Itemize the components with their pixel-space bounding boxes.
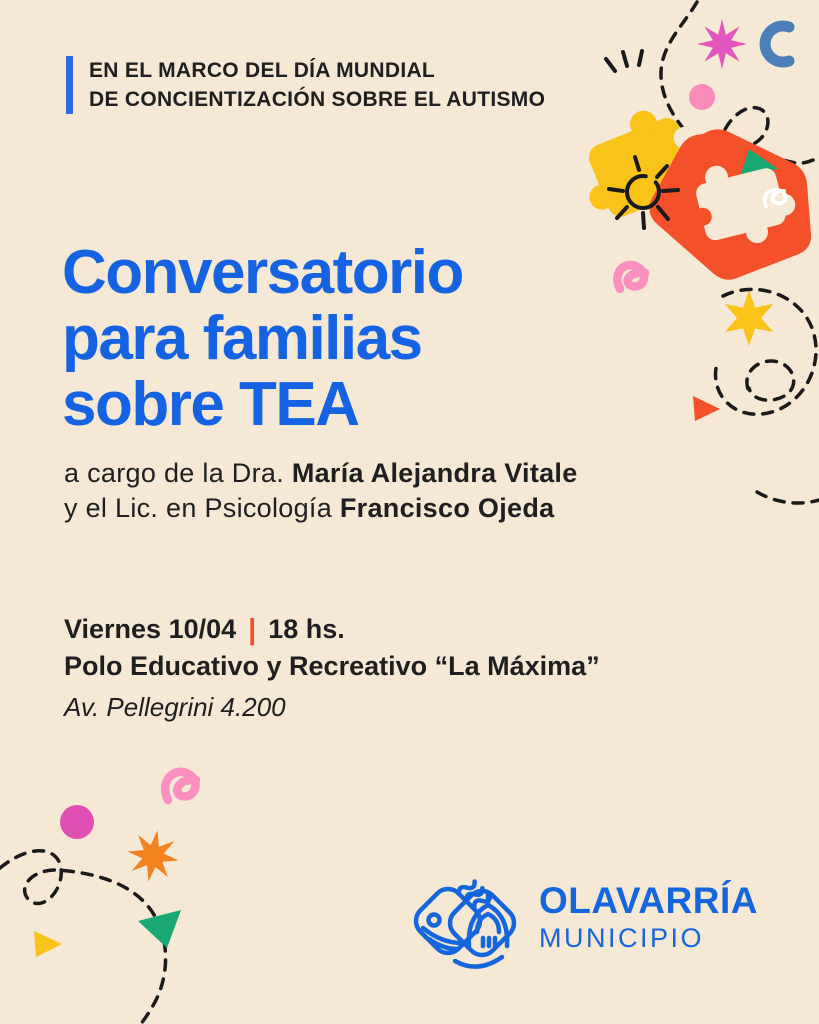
dash-marks-icon xyxy=(606,51,642,71)
yellow-triangle-icon xyxy=(34,931,62,957)
orange-star-icon xyxy=(127,830,178,881)
pink-squiggle-icon xyxy=(617,265,645,289)
event-time: 18 hs. xyxy=(268,614,345,644)
badge-line2-regular: DE xyxy=(89,88,119,111)
logo-org-name: MUNICIPIO xyxy=(539,923,705,953)
badge-line2 xyxy=(89,85,545,114)
logo-text xyxy=(539,860,758,952)
dashed-path-icon xyxy=(0,851,166,1024)
speaker-name: María Alejandra Vitale xyxy=(291,458,578,488)
title-line1: Conversatorio xyxy=(62,238,463,307)
pink-circle-icon xyxy=(689,84,715,110)
separator-bar: | xyxy=(248,614,257,646)
dashed-path-icon xyxy=(757,492,819,503)
event-date: Viernes 10/04 xyxy=(64,614,237,644)
yellow-star-icon xyxy=(725,290,773,346)
orange-triangle-icon xyxy=(693,396,720,421)
municipality-logo xyxy=(405,860,758,980)
event-venue: Polo Educativo y Recreativo “La Máxima” xyxy=(64,651,600,681)
pink-star-icon xyxy=(697,19,747,69)
speakers-block xyxy=(64,456,578,526)
pink-squiggle-icon xyxy=(165,772,196,800)
event-context-badge xyxy=(66,56,545,114)
event-date-time xyxy=(64,613,600,647)
title-line2: para familias xyxy=(62,304,422,373)
event-address: Av. Pellegrini 4.200 xyxy=(64,692,286,722)
municipio-emblem-icon xyxy=(405,860,525,980)
green-triangle-icon xyxy=(138,910,181,948)
speaker-name: Francisco Ojeda xyxy=(339,493,555,523)
speakers-line2: y el Lic. en Psicología Francisco Ojeda xyxy=(64,493,555,523)
crescent-icon xyxy=(765,26,789,62)
badge-line1: EN EL MARCO DEL DÍA MUNDIAL xyxy=(89,59,436,82)
event-details-block xyxy=(64,613,600,723)
speakers-line1: a cargo de la Dra. María Alejandra Vitale xyxy=(64,458,578,488)
magenta-circle-icon xyxy=(60,805,94,839)
title-line3: sobre TEA xyxy=(62,370,359,439)
badge-line2-bold: CONCIENTIZACIÓN SOBRE EL AUTISMO xyxy=(124,88,546,111)
page-title xyxy=(62,240,463,438)
logo-city-name: OLAVARRÍA xyxy=(539,880,758,921)
dashed-loop-icon xyxy=(747,361,794,400)
